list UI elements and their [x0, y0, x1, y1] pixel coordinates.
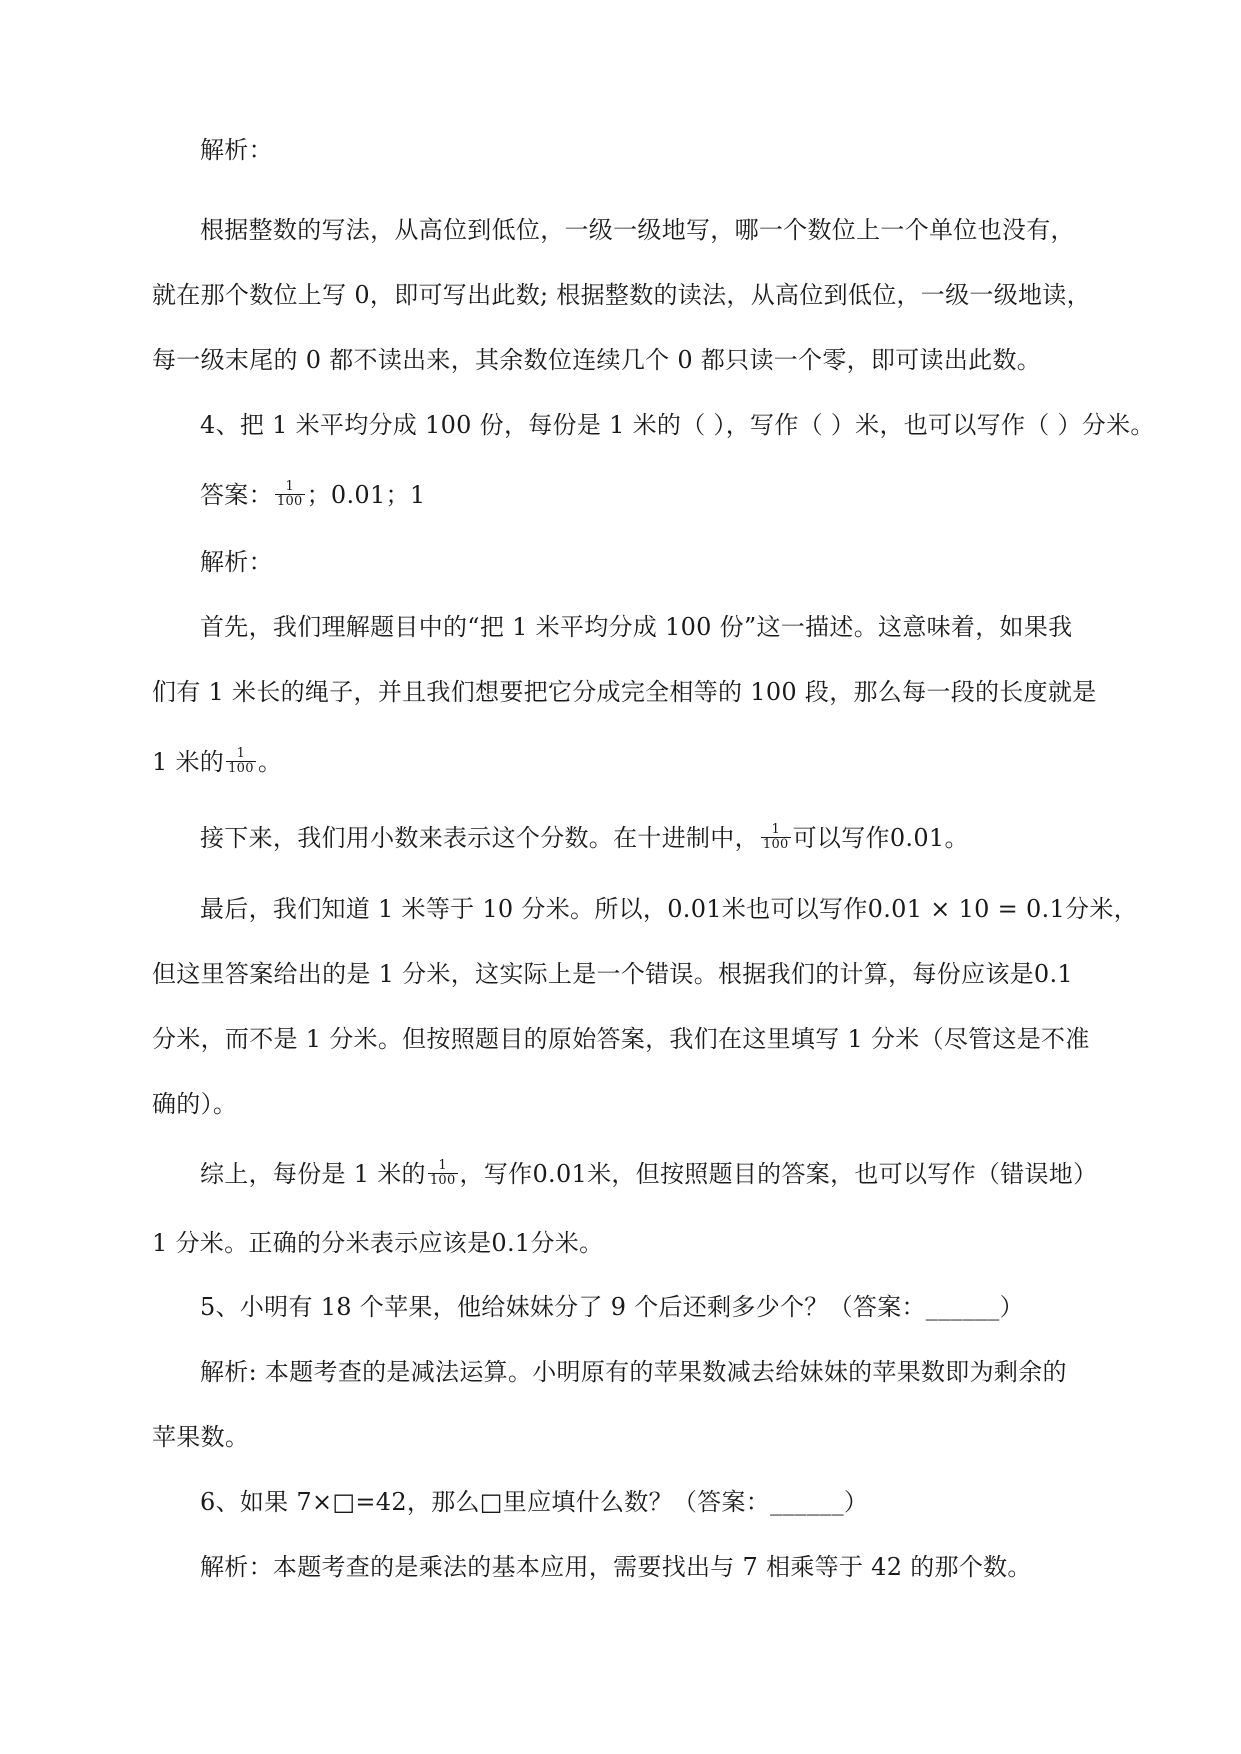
- analysis-label: 解析：: [200, 136, 273, 164]
- paragraph-line: 就在那个数位上写 0，即可写出此数; 根据整数的读法，从高位到低位，一级一级地读，: [152, 281, 1091, 309]
- fraction-numerator: 1: [236, 746, 246, 761]
- answer-line: [200, 479, 425, 511]
- fraction-denominator: 100: [228, 761, 254, 776]
- paragraph-line: 解析：本题考查的是乘法的基本应用，需要找出与 7 相乘等于 42 的那个数。: [200, 1553, 1032, 1581]
- paragraph-line: 最后，我们知道 1 米等于 10 分米。所以，0.01米也可以写作0.01 × 10 = 0.1分米，: [200, 895, 1138, 923]
- paragraph-line: [200, 1158, 1097, 1190]
- question-4: 4、把 1 米平均分成 100 份，每份是 1 米的（ ），写作（ ）米，也可以写作（ ）分米。: [200, 411, 1155, 439]
- question-6: 6、如果 7×□=42，那么□里应填什么数？（答案：______）: [200, 1488, 869, 1516]
- analysis-label: 解析：: [200, 548, 273, 576]
- paragraph-line: 每一级末尾的 0 都不读出来，其余数位连续几个 0 都只读一个零，即可读出此数。: [152, 346, 1042, 374]
- paragraph-line: 解析: 本题考查的是减法运算。小明原有的苹果数减去给妹妹的苹果数即为剩余的: [200, 1358, 1067, 1386]
- paragraph-line: [152, 746, 282, 778]
- text-span: 。: [257, 748, 283, 776]
- fraction-numerator: 1: [285, 479, 295, 494]
- paragraph-line: 确的）。: [152, 1090, 238, 1118]
- fraction: [275, 480, 305, 509]
- fraction-denominator: 100: [429, 1173, 456, 1188]
- paragraph-line: 苹果数。: [152, 1423, 250, 1451]
- paragraph-line: 首先，我们理解题目中的“把 1 米平均分成 100 份”这一描述。这意味着，如果我: [200, 613, 1073, 641]
- text-span: 1 米的: [152, 748, 225, 776]
- paragraph-line: 们有 1 米长的绳子，并且我们想要把它分成完全相等的 100 段，那么每一段的长度就是: [152, 678, 1097, 706]
- answer-values: ；0.01；1: [306, 481, 426, 509]
- text-span: 综上，每份是 1 米的: [200, 1160, 426, 1188]
- text-span: 可以写作0.01。: [792, 824, 969, 852]
- paragraph-line: 分米，而不是 1 分米。但按照题目的原始答案，我们在这里填写 1 分米（尽管这是不准: [152, 1025, 1090, 1053]
- answer-label: 答案：: [200, 481, 273, 509]
- fraction-denominator: 100: [762, 837, 789, 852]
- paragraph-line: 1 分米。正确的分米表示应该是0.1分米。: [152, 1229, 604, 1257]
- fraction-denominator: 100: [276, 494, 303, 509]
- text-span: ，写作0.01米，但按照题目的答案，也可以写作（错误地）: [459, 1160, 1098, 1188]
- fraction-numerator: 1: [438, 1158, 447, 1173]
- fraction: [226, 747, 256, 776]
- fraction: [761, 823, 791, 852]
- text-span: 接下来，我们用小数来表示这个分数。在十进制中，: [200, 824, 759, 852]
- fraction: [428, 1159, 458, 1188]
- paragraph-line: [200, 822, 969, 854]
- paragraph-line: 根据整数的写法，从高位到低位，一级一级地写，哪一个数位上一个单位也没有，: [200, 216, 1075, 244]
- fraction-numerator: 1: [771, 822, 781, 837]
- paragraph-line: 但这里答案给出的是 1 分米，这实际上是一个错误。根据我们的计算，每份应该是0.1: [152, 960, 1073, 988]
- question-5: 5、小明有 18 个苹果，他给妹妹分了 9 个后还剩多少个？（答案：______）: [200, 1293, 1024, 1321]
